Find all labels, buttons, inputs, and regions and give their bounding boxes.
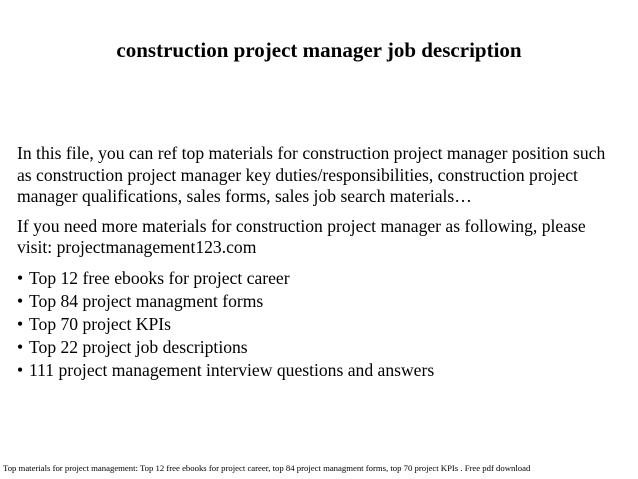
list-item-label: Top 22 project job descriptions xyxy=(29,336,248,357)
list-item xyxy=(17,267,617,290)
slide-title: construction project manager job description xyxy=(116,38,522,62)
more-materials-paragraph: If you need more materials for construction project manager as following, please visit: projectmanagement123.com xyxy=(17,215,586,257)
bullet-icon: • xyxy=(17,313,24,334)
list-item-label: Top 12 free ebooks for project career xyxy=(29,267,290,288)
list-item-label: 111 project management interview questions and answers xyxy=(29,359,435,380)
list-item xyxy=(17,313,617,336)
materials-list xyxy=(17,267,617,382)
list-item-label: Top 70 project KPIs xyxy=(29,313,171,334)
list-item xyxy=(17,359,617,382)
bullet-icon: • xyxy=(17,267,24,288)
bullet-icon: • xyxy=(17,359,24,380)
footer-text: Top materials for project management: Top 12 free ebooks for project career, top 84 project managment forms, top 70 project KPIs . Free pdf download xyxy=(3,463,531,473)
slide-body xyxy=(17,143,617,382)
bullet-icon: • xyxy=(17,290,24,311)
bullet-icon: • xyxy=(17,336,24,357)
intro-paragraph: In this file, you can ref top materials for construction project manager position such as construction project manager key duties/responsibilities, construction project manager qualifications, sales forms, sales job search materials… xyxy=(17,143,606,206)
list-item xyxy=(17,290,617,313)
list-item-label: Top 84 project managment forms xyxy=(29,290,264,311)
list-item xyxy=(17,336,617,359)
